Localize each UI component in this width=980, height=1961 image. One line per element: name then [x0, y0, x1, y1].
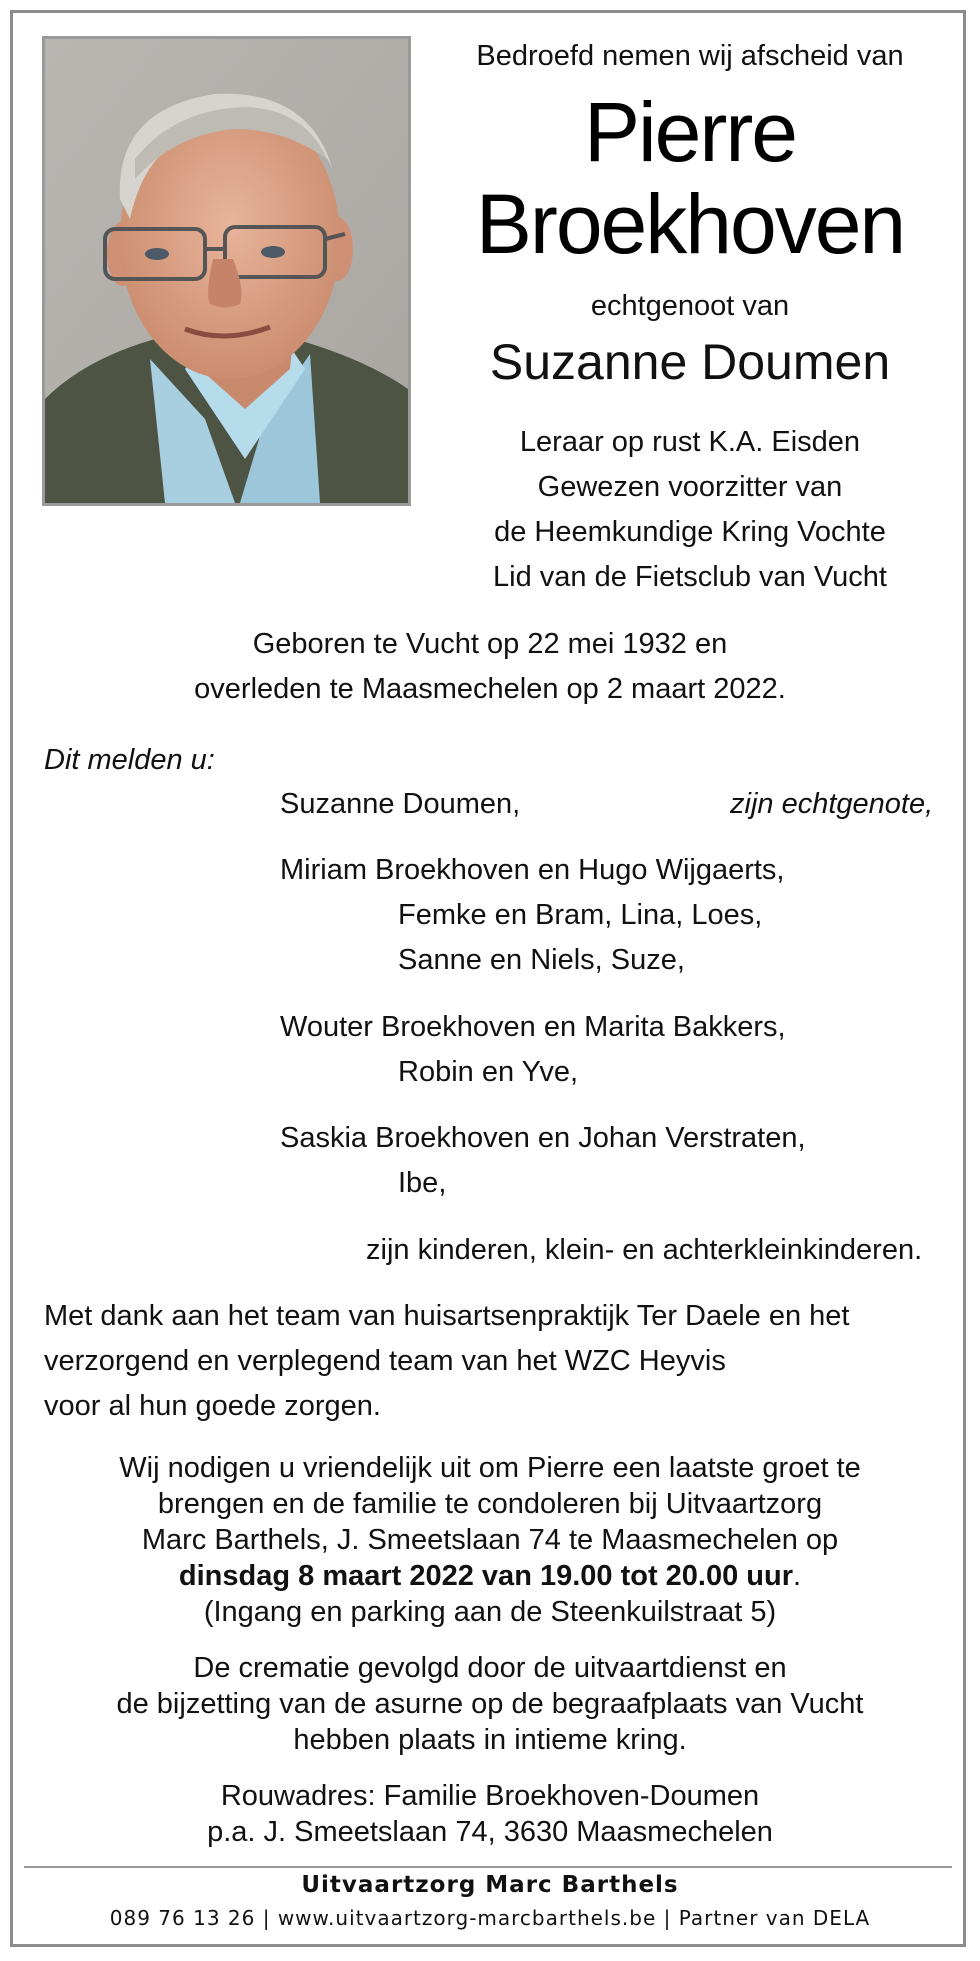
thanks-line: voor al hun goede zorgen. — [44, 1390, 381, 1422]
role-line: de Heemkundige Kring Vochte — [494, 516, 886, 548]
family-closing: zijn kinderen, klein- en achterkleinkinderen. — [366, 1234, 923, 1266]
died-line: overleden te Maasmechelen op 2 maart 2022. — [194, 673, 786, 705]
role-line: Leraar op rust K.A. Eisden — [519, 426, 861, 458]
family-spouse-name: Suzanne Doumen, — [280, 788, 521, 820]
deceased-last-name: Broekhoven — [475, 177, 905, 271]
thanks-line: verzorgend en verplegend team van het WZC Heyvis — [44, 1345, 726, 1377]
family-group-head: Wouter Broekhoven en Marita Bakkers, — [280, 1011, 786, 1043]
family-group-kids: Robin en Yve, — [398, 1056, 579, 1088]
family-group-head: Saskia Broekhoven en Johan Verstraten, — [280, 1122, 806, 1154]
cremation-line: De crematie gevolgd door de uitvaartdienst en — [193, 1652, 787, 1684]
deceased-first-name: Pierre — [583, 85, 797, 179]
cremation-line: hebben plaats in intieme kring. — [293, 1724, 687, 1756]
family-spouse-relation: zijn echtgenote, — [730, 788, 934, 820]
ceremony-date-end: . — [793, 1560, 802, 1592]
intro-text: Bedroefd nemen wij afscheid van — [476, 40, 904, 72]
footer-website[interactable]: www.uitvaartzorg-marcbarthels.be — [277, 1906, 657, 1930]
cremation-line: de bijzetting van de asurne op de begraafplaats van Vucht — [116, 1688, 864, 1720]
thanks-line: Met dank aan het team van huisartsenpraktijk Ter Daele en het — [44, 1300, 850, 1332]
spouse-name: Suzanne Doumen — [489, 334, 891, 390]
born-line: Geboren te Vucht op 22 mei 1932 en — [252, 628, 728, 660]
family-group-kids: Sanne en Niels, Suze, — [398, 944, 685, 976]
portrait-photo — [42, 36, 411, 506]
ceremony-date — [20, 1558, 960, 1594]
spouse-label: echtgenoot van — [590, 290, 790, 322]
footer-company: Uitvaartzorg Marc Barthels — [301, 1872, 679, 1898]
family-group-kids: Ibe, — [398, 1167, 447, 1199]
family-group-head: Miriam Broekhoven en Hugo Wijgaerts, — [280, 854, 785, 886]
footer-contact — [20, 1906, 960, 1930]
role-line: Gewezen voorzitter van — [537, 471, 843, 503]
address-line: Rouwadres: Familie Broekhoven-Doumen — [220, 1780, 760, 1812]
footer-partner: Partner van DELA — [678, 1906, 871, 1930]
footer-phone: 089 76 13 26 — [109, 1906, 256, 1930]
ceremony-line: Wij nodigen u vriendelijk uit om Pierre een laatste groet te — [119, 1452, 861, 1484]
announce-label: Dit melden u: — [44, 744, 215, 776]
ceremony-parking: (Ingang en parking aan de Steenkuilstraat 5) — [203, 1596, 777, 1628]
footer-divider — [24, 1866, 952, 1868]
role-line: Lid van de Fietsclub van Vucht — [493, 561, 887, 593]
family-group-kids: Femke en Bram, Lina, Loes, — [398, 899, 763, 931]
ceremony-line: brengen en de familie te condoleren bij Uitvaartzorg — [157, 1488, 823, 1520]
ceremony-line: Marc Barthels, J. Smeetslaan 74 te Maasmechelen op — [141, 1524, 839, 1556]
address-line: p.a. J. Smeetslaan 74, 3630 Maasmechelen — [207, 1816, 773, 1848]
ceremony-date-bold: dinsdag 8 maart 2022 van 19.00 tot 20.00 uur — [178, 1560, 794, 1592]
footer-separator: | — [663, 1906, 679, 1930]
footer-separator: | — [262, 1906, 278, 1930]
